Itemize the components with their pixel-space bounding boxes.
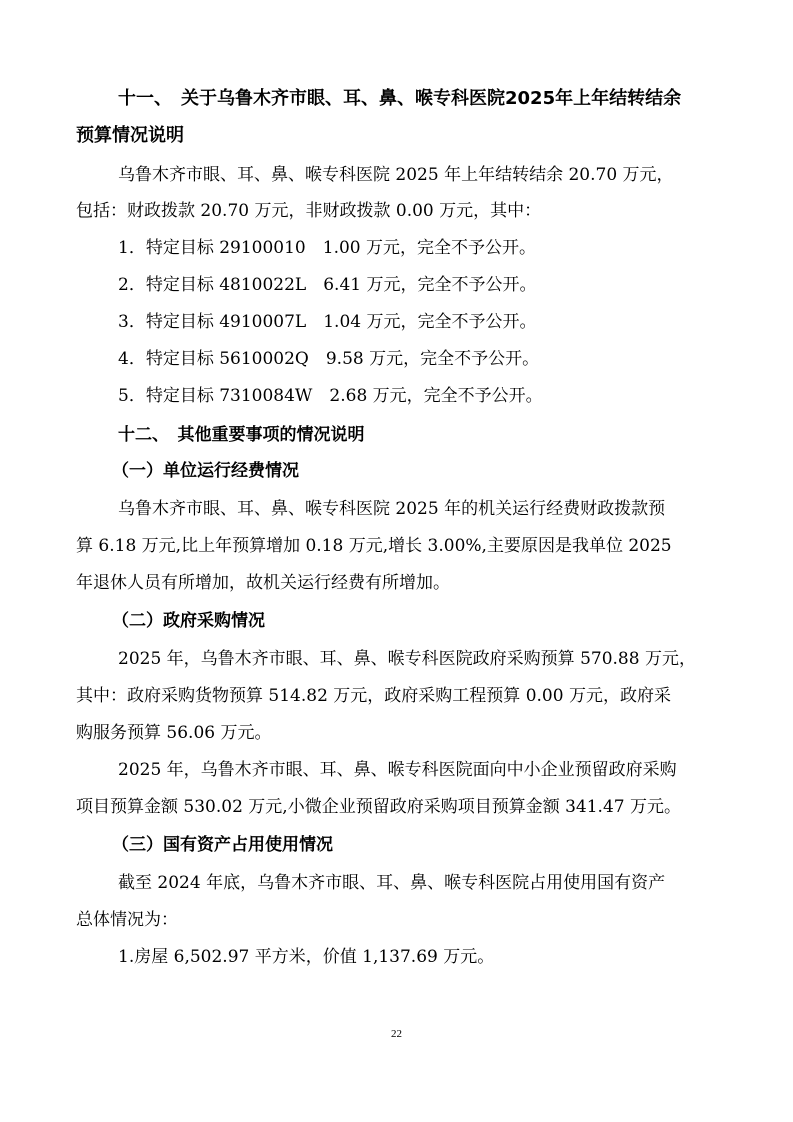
subsection-1-line1: 乌鲁木齐市眼、耳、鼻、喉专科医院 2025 年的机关运行经费财政拨款预 bbox=[118, 499, 666, 519]
section-11-paragraph-line2: 包括：财政拨款 20.70 万元，非财政拨款 0.00 万元，其中： bbox=[76, 201, 542, 221]
subsection-2-para1-line3: 购服务预算 56.06 万元。 bbox=[76, 723, 272, 743]
subsection-1-line3: 年退休人员有所增加，故机关运行经费有所增加。 bbox=[76, 573, 450, 593]
section-11-heading-line1: 十一、 关于乌鲁木齐市眼、耳、鼻、喉专科医院2025年上年结转结余 bbox=[118, 88, 682, 109]
subsection-2-heading: （二）政府采购情况 bbox=[112, 611, 265, 631]
subsection-2-para1-line1: 2025 年，乌鲁木齐市眼、耳、鼻、喉专科医院政府采购预算 570.88 万元， bbox=[118, 649, 696, 669]
page-number: 22 bbox=[391, 1028, 402, 1040]
subsection-2-para1-line2: 其中：政府采购货物预算 514.82 万元，政府采购工程预算 0.00 万元，政府采 bbox=[76, 686, 671, 706]
list-item: 2．特定目标 4810022L 6.41 万元，完全不予公开。 bbox=[118, 275, 537, 295]
subsection-2-para2-line2: 项目预算金额 530.02 万元,小微企业预留政府采购项目预算金额 341.47 万元。 bbox=[76, 797, 681, 817]
list-item: 3．特定目标 4910007L 1.04 万元，完全不予公开。 bbox=[118, 312, 537, 332]
list-item: 1．特定目标 29100010 1.00 万元，完全不予公开。 bbox=[118, 238, 537, 258]
section-11-heading-line2: 预算情况说明 bbox=[76, 125, 184, 146]
subsection-3-para-line2: 总体情况为： bbox=[76, 910, 178, 930]
list-item: 4．特定目标 5610002Q 9.58 万元，完全不予公开。 bbox=[118, 349, 540, 369]
subsection-2-para2-line1: 2025 年，乌鲁木齐市眼、耳、鼻、喉专科医院面向中小企业预留政府采购 bbox=[118, 760, 677, 780]
subsection-3-para-line1: 截至 2024 年底，乌鲁木齐市眼、耳、鼻、喉专科医院占用使用国有资产 bbox=[118, 873, 666, 893]
section-11-paragraph-line1: 乌鲁木齐市眼、耳、鼻、喉专科医院 2025 年上年结转结余 20.70 万元， bbox=[118, 165, 674, 185]
list-item: 5．特定目标 7310084W 2.68 万元，完全不予公开。 bbox=[118, 386, 543, 406]
section-12-heading: 十二、 其他重要事项的情况说明 bbox=[118, 425, 365, 445]
subsection-3-heading: （三）国有资产占用使用情况 bbox=[112, 835, 333, 855]
subsection-1-heading: （一）单位运行经费情况 bbox=[112, 461, 299, 481]
subsection-3-item-1: 1.房屋 6,502.97 平方米，价值 1,137.69 万元。 bbox=[118, 947, 495, 967]
subsection-1-line2: 算 6.18 万元,比上年预算增加 0.18 万元,增长 3.00%,主要原因是我单位 2025 bbox=[76, 536, 672, 556]
